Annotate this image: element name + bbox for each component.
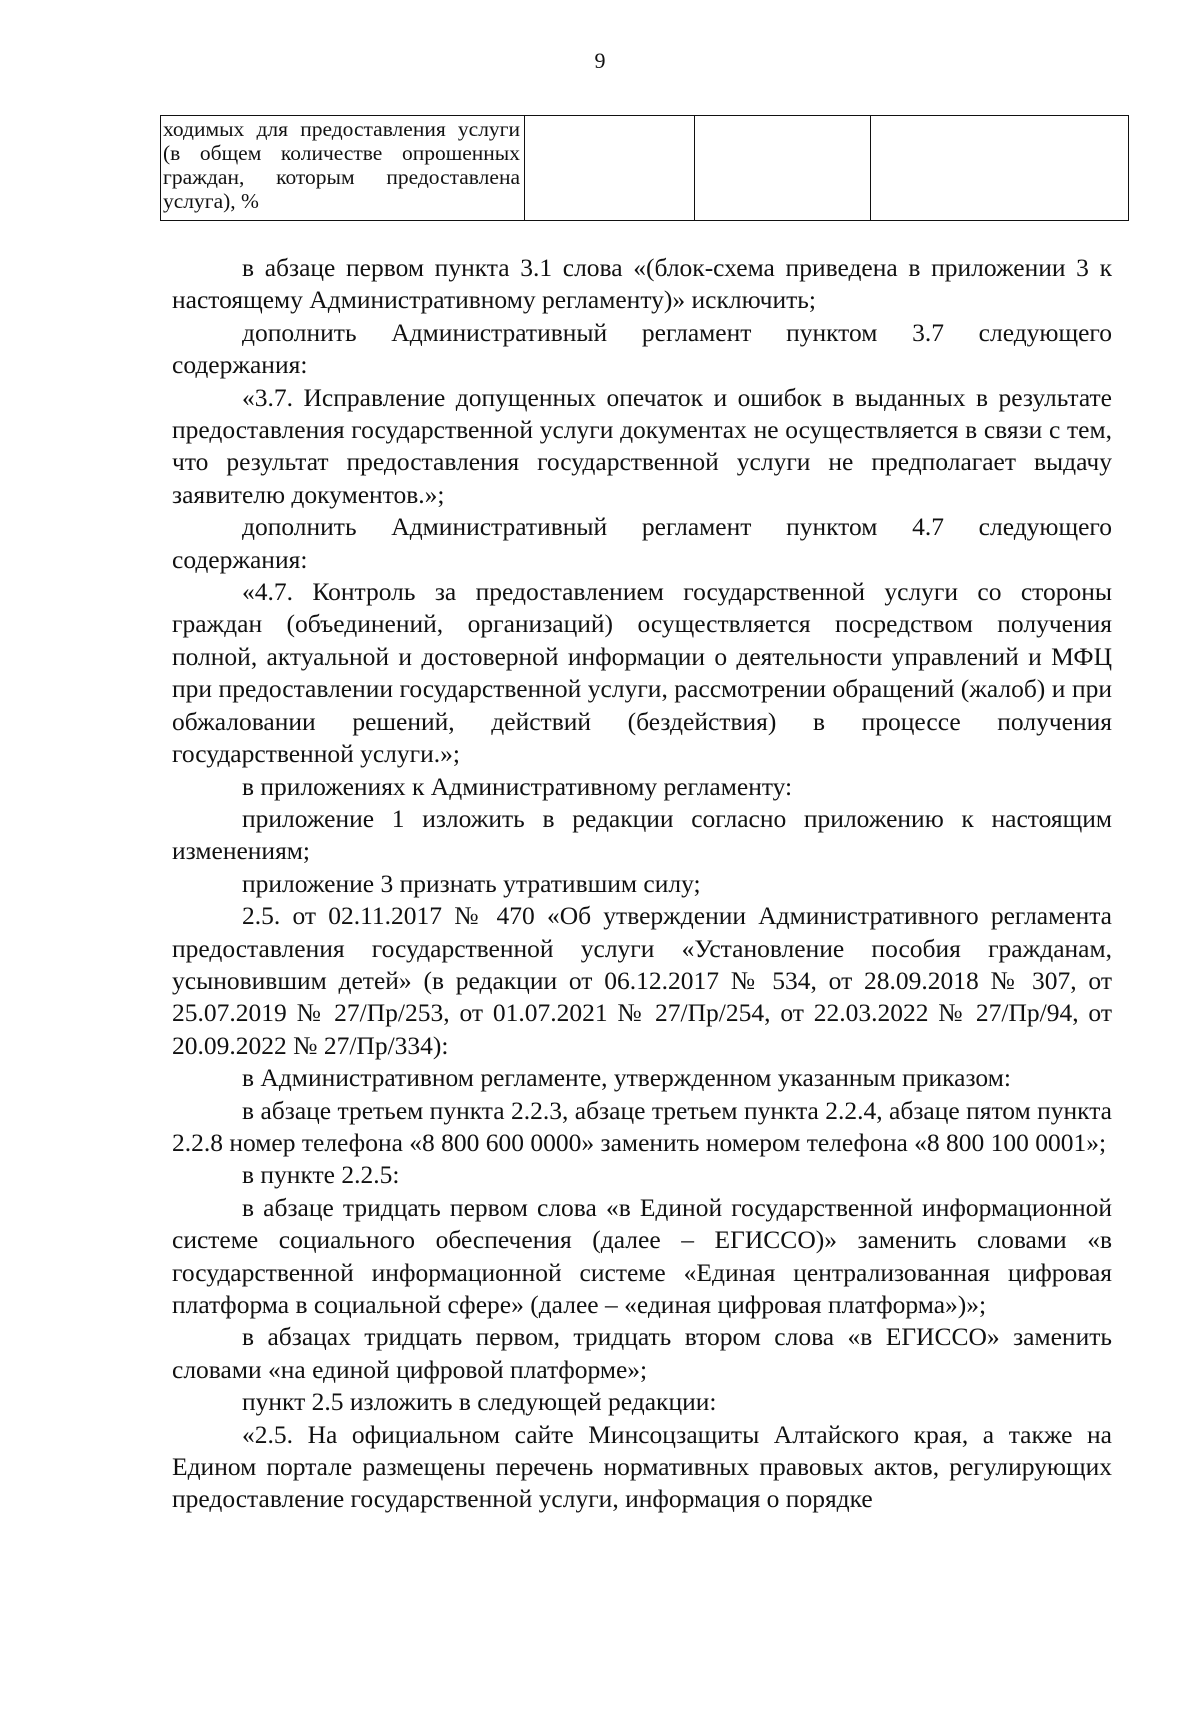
indicator-line: граждан, которым предоставлена <box>163 165 520 189</box>
indicator-line: (в общем количестве опрошенных <box>163 141 520 165</box>
table-cell-empty <box>871 116 1129 221</box>
paragraph: в Административном регламенте, утвержденном указанным приказом: <box>242 1063 1011 1093</box>
paragraph: в пункте 2.2.5: <box>242 1160 400 1190</box>
paragraph: в абзаце третьем пункта 2.2.3, абзаце третьем пункта 2.2.4, абзаце пятом пункта 2.2.8 номер телефона «8 800 600 0000» заменить номером телефона «8 800 100 0001»; <box>172 1095 1112 1157</box>
indicator-line: услуга), % <box>163 189 259 213</box>
paragraph: пункт 2.5 изложить в следующей редакции: <box>242 1387 717 1417</box>
table-cell-empty <box>695 116 871 221</box>
paragraph: в абзаце тридцать первом слова «в Единой государственной информационной системе социального обеспечения (далее – ЕГИССО)» заменить словами «в государственной информационной системе «Единая централизованная цифровая платформа в социальной сфере» (далее – «единая цифровая платформа»)»; <box>172 1192 1112 1319</box>
paragraph: приложение 1 изложить в редакции согласно приложению к настоящим изменениям; <box>172 803 1112 866</box>
page-number: 9 <box>594 48 606 73</box>
table-row <box>161 116 1129 221</box>
paragraph: дополнить Административный регламент пунктом 4.7 следующего содержания: <box>172 512 1112 574</box>
paragraph: в абзаце первом пункта 3.1 слова «(блок-схема приведена в приложении 3 к настоящему Административному регламенту)» исключить; <box>172 253 1112 315</box>
indicator-table <box>160 115 1129 221</box>
paragraph: дополнить Административный регламент пунктом 3.7 следующего содержания: <box>172 317 1112 380</box>
paragraph: приложение 3 признать утратившим силу; <box>242 868 701 898</box>
paragraph: «4.7. Контроль за предоставлением государственной услуги со стороны граждан (объединений, организаций) осуществляется посредством получения полной, актуальной и достоверной информации о деятельности управлений и МФЦ при предоставлении государственной услуги, рассмотрении обращений (жалоб) и при обжаловании решений, действий (бездействия) в процессе получения государственной услуги.»; <box>172 577 1112 769</box>
indicator-text <box>161 116 524 213</box>
paragraph: «2.5. На официальном сайте Минсоцзащиты Алтайского края, а также на Едином портале размещены перечень нормативных правовых актов, регулирующих предоставление государственной услуги, информация о порядке <box>172 1419 1112 1514</box>
paragraph: «3.7. Исправление допущенных опечаток и ошибок в выданных в результате предоставления государственной услуги документах не осуществляется в связи с тем, что результат предоставления государственной услуги не предполагает выдачу заявителю документов.»; <box>172 382 1112 509</box>
indicator-line: ходимых для предоставления услуги <box>163 117 520 141</box>
document-body <box>172 252 1112 1516</box>
paragraph: в абзацах тридцать первом, тридцать втором слова «в ЕГИССО» заменить словами «на единой цифровой платформе»; <box>172 1322 1112 1384</box>
paragraph: в приложениях к Административному регламенту: <box>242 771 793 801</box>
paragraph: 2.5. от 02.11.2017 № 470 «Об утверждении Административного регламента предоставления государственной услуги «Установление пособия гражданам, усыновившим детей» (в редакции от 06.12.2017 № 534, от 28.09.2018 № 307, от 25.07.2019 № 27/Пр/253, от 01.07.2021 № 27/Пр/254, от 22.03.2022 № 27/Пр/94, от 20.09.2022 № 27/Пр/334): <box>172 901 1112 1060</box>
table-cell-indicator <box>161 116 525 221</box>
table-cell-empty <box>525 116 695 221</box>
